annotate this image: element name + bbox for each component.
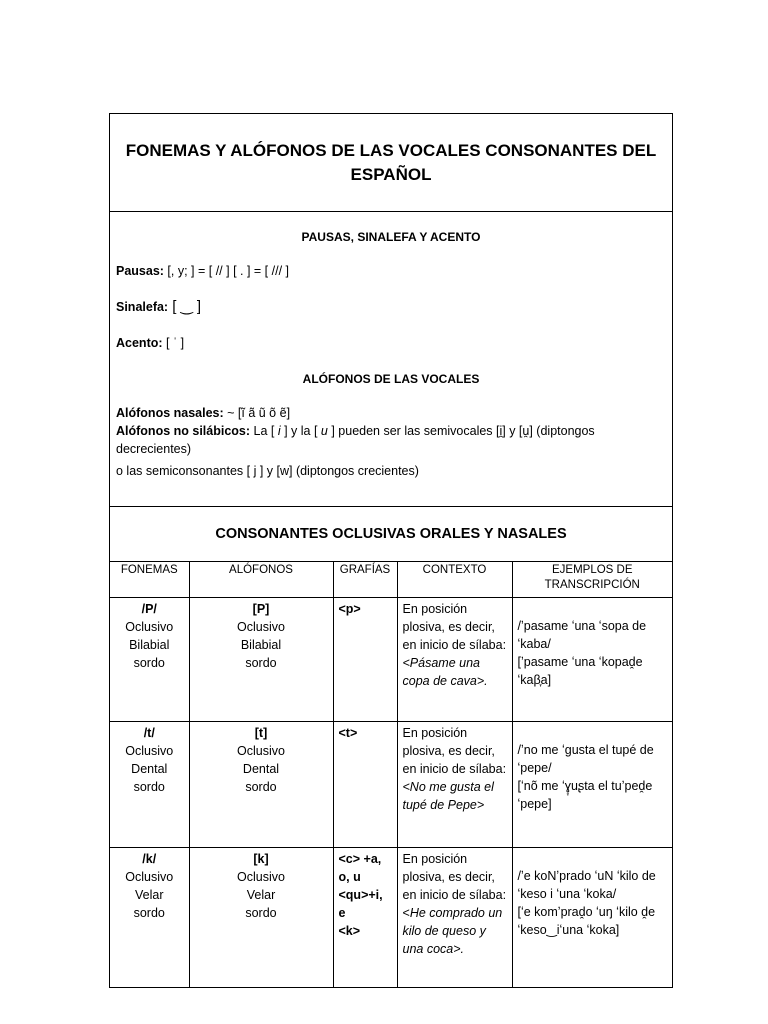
alofono-symbol: [P]	[252, 602, 270, 616]
contexto-example: <No me gusta el tupé de Pepe>	[402, 780, 494, 812]
alofono-desc: sordo	[245, 906, 277, 920]
col-header-alofonos: ALÓFONOS	[189, 562, 333, 598]
consonantes-heading: CONSONANTES OCLUSIVAS ORALES Y NASALES	[110, 507, 672, 562]
alofono-desc: Dental	[242, 762, 280, 776]
col-header-grafias: GRAFÍAS	[333, 562, 397, 598]
col-header-contexto: CONTEXTO	[397, 562, 512, 598]
ejemplo-cell	[512, 722, 672, 848]
contexto-example: He comprado un kilo de queso y una coca>.	[402, 906, 503, 956]
grafia-cell	[333, 848, 397, 988]
grafia-line: <c> +a,	[338, 852, 382, 866]
alofono-desc: sordo	[245, 656, 277, 670]
table-header-row	[110, 562, 672, 598]
nosilabicos-u: u	[320, 424, 328, 438]
sinalefa-line	[116, 298, 666, 316]
consonantes-table	[110, 562, 672, 987]
pausas-value: [, y; ] = [ // ] [ . ] = [ /// ]	[163, 264, 289, 278]
acento-label: Acento:	[116, 336, 163, 350]
nasales-line	[116, 404, 666, 422]
nasales-label: Alófonos nasales:	[116, 406, 224, 420]
grafia-cell	[333, 722, 397, 848]
nasales-value: ~ [ĩ ã ũ õ ẽ]	[223, 406, 291, 420]
nosilabicos-text: ] pueden ser las semivocales [i̯] y [u̯] (diptongos decrecientes)	[116, 424, 595, 456]
fonema-symbol: /P/	[141, 602, 157, 616]
ejemplo-cell	[512, 598, 672, 722]
fonema-desc: Dental	[131, 762, 168, 776]
title-section	[110, 114, 672, 212]
alofono-desc: Velar	[246, 888, 276, 902]
alofono-cell	[189, 722, 333, 848]
contexto-text: En posición plosiva, es decir, en inicio de sílaba: <	[402, 852, 507, 920]
contexto-cell	[397, 722, 512, 848]
nosilabicos-text: ] y la [	[280, 424, 321, 438]
ejemplo-phonetic: [ʻe komʼpraḓo ʻuŋ ʻkilo ḓe ʻkeso‿iʻuna ʻkoka]	[517, 905, 656, 937]
document-frame	[109, 113, 673, 988]
nosilabicos-line	[116, 422, 666, 458]
pausas-section	[110, 212, 672, 507]
nosilabicos-i: i	[277, 424, 281, 438]
ejemplo-phonemic: /ʼe koNʼprado ʻuN ʻkilo de ʻkeso i ʻuna ʻkoka/	[517, 869, 656, 901]
grafia-line: e	[338, 906, 346, 920]
fonema-desc: Oclusivo	[125, 870, 174, 884]
fonema-desc: sordo	[133, 780, 165, 794]
grafia-line: <k>	[338, 924, 361, 938]
contexto-text: En posición plosiva, es decir, en inicio de sílaba:	[402, 602, 507, 652]
grafia-line: <qu>+i,	[338, 888, 383, 902]
fonema-desc: sordo	[133, 906, 165, 920]
sinalefa-label: Sinalefa:	[116, 300, 169, 314]
alofono-desc: Oclusivo	[237, 870, 285, 884]
ejemplo-phonemic: /ʼno me ʻgusta el tupé de ʻpepe/	[517, 743, 654, 775]
contexto-text: En posición plosiva, es decir, en inicio de sílaba:	[402, 726, 507, 776]
fonema-desc: Oclusivo	[125, 620, 174, 634]
alofono-desc: Oclusivo	[237, 620, 285, 634]
fonema-symbol: /t/	[143, 726, 155, 740]
contexto-cell	[397, 598, 512, 722]
fonema-symbol: /k/	[142, 852, 157, 866]
alofono-cell	[189, 598, 333, 722]
table-row	[110, 722, 672, 848]
fonema-cell	[110, 848, 189, 988]
grafia-line: <p>	[338, 602, 361, 616]
col-header-ejemplos: EJEMPLOS DE TRANSCRIPCIÓN	[512, 562, 672, 598]
alofono-symbol: [k]	[253, 852, 269, 866]
col-header-fonemas: FONEMAS	[110, 562, 189, 598]
semiconsonantes-line: o las semiconsonantes [ j ] y [w] (diptongos crecientes)	[116, 464, 419, 478]
nosilabicos-label: Alófonos no silábicos:	[116, 424, 251, 438]
fonema-desc: Oclusivo	[125, 744, 174, 758]
alofono-desc: Bilabial	[240, 638, 282, 652]
fonema-desc: sordo	[133, 656, 165, 670]
page-title: FONEMAS Y ALÓFONOS DE LAS VOCALES CONSONANTES DEL ESPAÑOL	[125, 140, 657, 184]
alofono-desc: Oclusivo	[237, 744, 285, 758]
contexto-cell	[397, 848, 512, 988]
table-row	[110, 848, 672, 988]
acento-line	[116, 334, 666, 352]
sinalefa-value: [ ‿ ]	[168, 298, 202, 315]
alofono-symbol: [t]	[254, 726, 268, 740]
ejemplo-phonetic: [ʼpasame ʻuna ʻkopaḓe ʻkaβ̞a]	[517, 655, 643, 687]
fonema-cell	[110, 722, 189, 848]
ejemplo-phonetic: [ʻnõ me ʻɣ̞uʂta el tuʼpeḓe ʻpepe]	[517, 779, 653, 811]
pausas-heading: PAUSAS, SINALEFA Y ACENTO	[301, 230, 481, 244]
contexto-example: <Pásame una copa de cava>.	[402, 656, 488, 688]
fonema-desc: Bilabial	[129, 638, 170, 652]
alofonos-vocales-heading: ALÓFONOS DE LAS VOCALES	[302, 372, 480, 386]
alofono-desc: sordo	[245, 780, 277, 794]
grafia-cell	[333, 598, 397, 722]
alofono-cell	[189, 848, 333, 988]
acento-value: [ ˈ ]	[162, 336, 185, 350]
ejemplo-cell	[512, 848, 672, 988]
grafia-line: o, u	[338, 870, 361, 884]
fonema-desc: Velar	[135, 888, 164, 902]
pausas-line	[116, 262, 666, 280]
ejemplo-phonemic: /ʼpasame ʻuna ʻsopa de ʻkaba/	[517, 619, 647, 651]
table-row	[110, 598, 672, 722]
fonema-cell	[110, 598, 189, 722]
nosilabicos-text: La [	[250, 424, 278, 438]
grafia-line: <t>	[338, 726, 358, 740]
pausas-label: Pausas:	[116, 264, 164, 278]
